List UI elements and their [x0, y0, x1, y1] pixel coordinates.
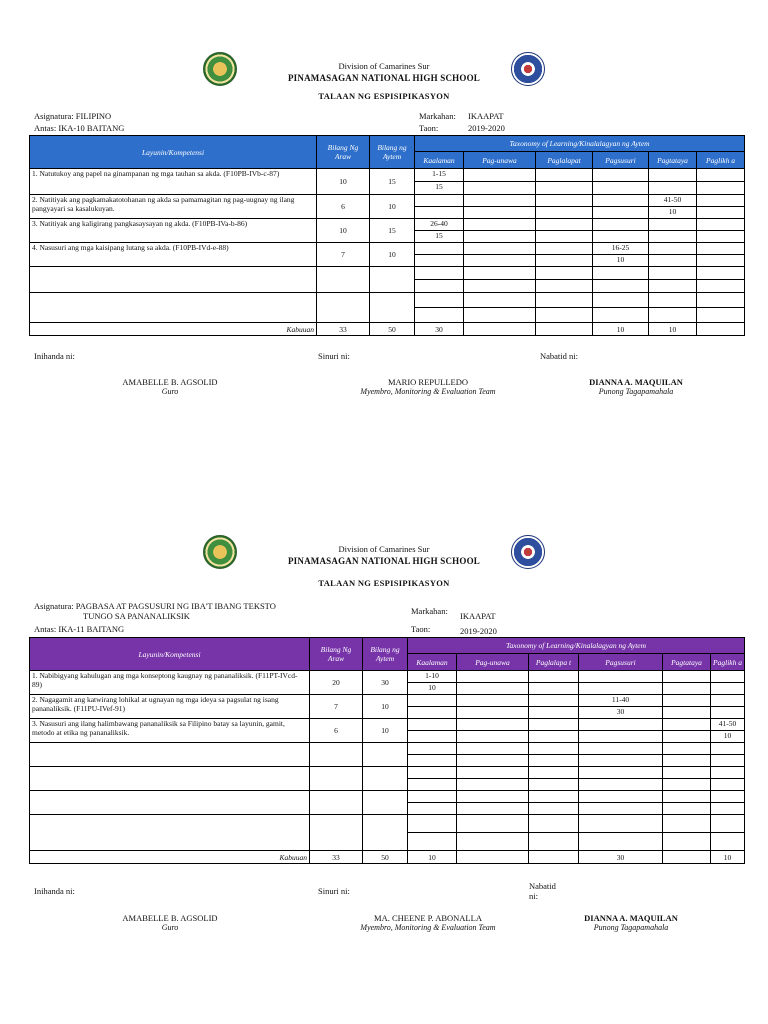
item-range-cell — [593, 169, 649, 182]
item-count-cell — [457, 683, 529, 695]
item-count-cell — [464, 231, 536, 243]
header-taxonomy: Taxonomy of Learning/Kinalalagyan ng Aytem — [415, 136, 745, 152]
item-count-cell — [663, 779, 711, 791]
total-cell — [697, 323, 745, 336]
item-count-cell — [711, 707, 745, 719]
item-range-cell — [408, 767, 457, 779]
antas-label: Antas: IKA-10 BAITANG — [34, 123, 125, 133]
item-count-cell — [663, 833, 711, 851]
item-count-cell — [711, 779, 745, 791]
total-cell: 33 — [310, 851, 363, 864]
division-label: Division of Camarines Sur — [338, 544, 430, 554]
signatory-teacher — [100, 913, 240, 932]
item-count-cell — [408, 755, 457, 767]
markahan-label: Markahan: — [411, 606, 448, 616]
item-range-cell — [663, 791, 711, 803]
item-range-cell — [464, 293, 536, 308]
nabatid-label: Nabatid ni: — [529, 881, 556, 901]
item-count-cell — [697, 255, 745, 267]
item-range-cell — [529, 767, 579, 779]
item-count-cell — [464, 280, 536, 293]
competency-cell: 1. Natutukoy ang papel na ginampanan ng mga tauhan sa akda. (F10PB-IVb-c-87) — [30, 169, 317, 195]
item-range-cell — [536, 293, 593, 308]
item-count-cell — [593, 231, 649, 243]
item-count-cell — [593, 280, 649, 293]
total-cell: 30 — [415, 323, 464, 336]
item-range-cell — [593, 293, 649, 308]
item-count-cell — [536, 255, 593, 267]
item-range-cell — [529, 695, 579, 707]
signatory-name: AMABELLE B. AGSOLID — [122, 377, 218, 387]
item-count-cell — [579, 803, 663, 815]
item-count-cell: 10 — [649, 207, 697, 219]
item-range-cell — [457, 743, 529, 755]
item-count-cell — [457, 803, 529, 815]
items-cell — [363, 815, 408, 851]
item-count-cell — [529, 731, 579, 743]
item-range-cell — [697, 219, 745, 231]
item-count-cell — [593, 182, 649, 195]
header-layunin: Layunin/Kompetensi — [30, 136, 317, 169]
item-range-cell — [415, 243, 464, 255]
item-range-cell — [711, 743, 745, 755]
items-cell — [363, 767, 408, 791]
item-count-cell — [536, 280, 593, 293]
total-cell: 10 — [593, 323, 649, 336]
signatory-role: Guro — [161, 387, 179, 396]
item-range-cell — [579, 767, 663, 779]
header-pagsusuri: Pagsusuri — [579, 654, 663, 671]
item-range-cell — [408, 719, 457, 731]
asignatura-label: Asignatura: FILIPINO — [34, 111, 112, 121]
item-count-cell — [697, 182, 745, 195]
item-count-cell — [415, 280, 464, 293]
item-count-cell — [593, 308, 649, 323]
item-range-cell — [529, 719, 579, 731]
total-cell: 50 — [363, 851, 408, 864]
item-range-cell — [536, 195, 593, 207]
header-pagtataya: Pagtataya — [663, 654, 711, 671]
item-range-cell — [711, 767, 745, 779]
items-cell: 10 — [370, 195, 415, 219]
table-row — [30, 243, 745, 255]
item-count-cell — [415, 207, 464, 219]
item-count-cell — [649, 308, 697, 323]
item-count-cell — [649, 280, 697, 293]
item-range-cell — [649, 219, 697, 231]
signatory-principal — [561, 913, 701, 932]
item-range-cell — [663, 743, 711, 755]
header-pag-unawa: Pag-unawa — [457, 654, 529, 671]
item-range-cell — [663, 671, 711, 683]
item-count-cell — [408, 731, 457, 743]
item-count-cell — [663, 755, 711, 767]
item-count-cell — [649, 255, 697, 267]
header-aytem: Bilang ng Aytem — [363, 638, 408, 671]
signatory-role: Punong Tagapamahala — [598, 387, 674, 396]
item-range-cell — [663, 815, 711, 833]
header-paglikha: Paglikh a — [711, 654, 745, 671]
markahan-value: IKAAPAT — [468, 111, 504, 121]
days-cell: 10 — [317, 219, 370, 243]
signatory-name: MARIO REPULLEDO — [387, 377, 469, 387]
table-row — [30, 671, 745, 683]
item-count-cell: 15 — [415, 182, 464, 195]
item-count-cell: 10 — [408, 683, 457, 695]
item-count-cell — [697, 231, 745, 243]
header-paglalapat: Paglalapa t — [529, 654, 579, 671]
item-range-cell — [697, 195, 745, 207]
competency-cell — [30, 767, 310, 791]
taon-value: 2019-2020 — [460, 626, 497, 636]
item-range-cell — [649, 169, 697, 182]
competency-cell: 1. Nabibigyang kahulugan ang mga konseptong kaugnay ng pananaliksik. (F11PT-IVcd-89) — [30, 671, 310, 695]
item-range-cell — [649, 267, 697, 280]
item-count-cell — [663, 803, 711, 815]
days-cell: 7 — [317, 243, 370, 267]
asignatura-label: Asignatura: PAGBASA AT PAGSUSURI NG IBA'T IBANG TEKSTO — [34, 601, 276, 611]
school-name: PINAMASAGAN NATIONAL HIGH SCHOOL — [287, 556, 480, 566]
item-range-cell — [536, 267, 593, 280]
table-row — [30, 293, 745, 308]
item-count-cell — [457, 755, 529, 767]
item-range-cell — [579, 671, 663, 683]
item-count-cell — [457, 779, 529, 791]
item-count-cell — [593, 207, 649, 219]
total-cell: 10 — [711, 851, 745, 864]
table-row — [30, 743, 745, 755]
item-range-cell — [593, 267, 649, 280]
item-count-cell: 10 — [593, 255, 649, 267]
inihanda-label: Inihanda ni: — [34, 351, 75, 361]
item-range-cell — [593, 195, 649, 207]
table-row — [30, 815, 745, 833]
item-range-cell: 41-50 — [649, 195, 697, 207]
total-cell — [663, 851, 711, 864]
item-count-cell — [579, 731, 663, 743]
item-range-cell: 11-40 — [579, 695, 663, 707]
table-row — [30, 169, 745, 182]
item-range-cell — [649, 243, 697, 255]
items-cell — [370, 293, 415, 323]
item-range-cell — [529, 791, 579, 803]
item-count-cell — [408, 833, 457, 851]
days-cell — [310, 743, 363, 767]
item-range-cell — [408, 815, 457, 833]
item-range-cell — [457, 719, 529, 731]
item-range-cell: 26-40 — [415, 219, 464, 231]
markahan-label: Markahan: — [419, 111, 456, 121]
item-range-cell — [711, 695, 745, 707]
item-count-cell — [711, 833, 745, 851]
item-count-cell — [579, 683, 663, 695]
item-count-cell — [529, 707, 579, 719]
item-range-cell — [663, 719, 711, 731]
header-taxonomy: Taxonomy of Learning/Kinalalagyan ng Aytem — [408, 638, 745, 654]
item-range-cell — [408, 695, 457, 707]
days-cell — [310, 767, 363, 791]
table-row — [30, 695, 745, 707]
items-cell — [370, 267, 415, 293]
competency-cell — [30, 267, 317, 293]
item-count-cell — [529, 803, 579, 815]
item-range-cell — [697, 169, 745, 182]
item-range-cell — [457, 815, 529, 833]
item-range-cell — [464, 169, 536, 182]
markahan-value: IKAAPAT — [460, 611, 496, 621]
item-range-cell — [464, 219, 536, 231]
signatory-principal — [566, 377, 706, 396]
item-range-cell — [697, 267, 745, 280]
signatory-name: MA. CHEENE P. ABONALLA — [374, 913, 482, 923]
item-range-cell — [464, 243, 536, 255]
taon-label: Taon: — [411, 624, 431, 634]
days-cell: 20 — [310, 671, 363, 695]
item-range-cell — [711, 791, 745, 803]
item-count-cell — [536, 182, 593, 195]
competency-cell — [30, 743, 310, 767]
header-kaalaman: Kaalaman — [408, 654, 457, 671]
item-range-cell: 1-10 — [408, 671, 457, 683]
competency-cell — [30, 791, 310, 815]
item-count-cell — [464, 182, 536, 195]
signatory-name: DIANNA A. MAQUILAN — [584, 913, 678, 923]
header-kaalaman: Kaalaman — [415, 152, 464, 169]
item-range-cell — [529, 671, 579, 683]
specification-table-1 — [29, 135, 745, 336]
item-count-cell — [697, 280, 745, 293]
total-cell: 50 — [370, 323, 415, 336]
item-range-cell — [415, 267, 464, 280]
item-range-cell — [711, 671, 745, 683]
item-range-cell: 1-15 — [415, 169, 464, 182]
total-cell: 33 — [317, 323, 370, 336]
item-count-cell — [529, 755, 579, 767]
competency-cell: 4. Nasusuri ang mga kaisipang lutang sa akda. (F10PB-IVd-e-88) — [30, 243, 317, 267]
item-range-cell — [529, 815, 579, 833]
header-araw: Bilang Ng Araw — [317, 136, 370, 169]
signatory-reviewer — [318, 377, 538, 396]
item-range-cell — [464, 195, 536, 207]
item-range-cell — [457, 791, 529, 803]
item-count-cell — [408, 803, 457, 815]
table-row — [30, 219, 745, 231]
item-count-cell — [408, 707, 457, 719]
signatory-name: AMABELLE B. AGSOLID — [122, 913, 218, 923]
item-range-cell — [536, 169, 593, 182]
table-row — [30, 195, 745, 207]
item-count-cell — [711, 683, 745, 695]
division-label: Division of Camarines Sur — [338, 61, 430, 71]
item-range-cell — [415, 195, 464, 207]
item-count-cell — [457, 707, 529, 719]
item-range-cell — [457, 767, 529, 779]
items-cell: 15 — [370, 219, 415, 243]
item-count-cell: 30 — [579, 707, 663, 719]
signatory-role: Myembro, Monitoring & Evaluation Team — [360, 923, 496, 932]
days-cell — [310, 815, 363, 851]
item-count-cell — [649, 182, 697, 195]
total-cell — [457, 851, 529, 864]
item-count-cell — [464, 207, 536, 219]
days-cell: 6 — [317, 195, 370, 219]
signatory-role: Guro — [161, 923, 179, 932]
specification-table-2 — [29, 637, 745, 864]
table-row — [30, 267, 745, 280]
item-range-cell — [579, 791, 663, 803]
days-cell: 6 — [310, 719, 363, 743]
item-range-cell: 16-25 — [593, 243, 649, 255]
item-range-cell — [697, 293, 745, 308]
item-count-cell — [697, 308, 745, 323]
items-cell: 10 — [363, 695, 408, 719]
item-range-cell — [529, 743, 579, 755]
document-title: TALAAN NG ESPISIPIKASYON — [318, 578, 450, 588]
header-pag-unawa: Pag-unawa — [464, 152, 536, 169]
item-range-cell — [711, 815, 745, 833]
item-range-cell — [536, 219, 593, 231]
items-cell: 10 — [363, 719, 408, 743]
item-range-cell — [536, 243, 593, 255]
item-range-cell — [408, 743, 457, 755]
item-count-cell — [408, 779, 457, 791]
days-cell — [310, 791, 363, 815]
sinuri-label: Sinuri ni: — [318, 886, 350, 896]
item-count-cell — [579, 833, 663, 851]
days-cell — [317, 293, 370, 323]
item-count-cell — [579, 755, 663, 767]
items-cell: 15 — [370, 169, 415, 195]
antas-label: Antas: IKA-11 BAITANG — [34, 624, 125, 634]
days-cell — [317, 267, 370, 293]
competency-cell — [30, 293, 317, 323]
item-range-cell — [457, 671, 529, 683]
item-count-cell — [536, 231, 593, 243]
taon-label: Taon: — [419, 123, 439, 133]
table-row — [30, 719, 745, 731]
total-cell — [536, 323, 593, 336]
item-count-cell — [649, 231, 697, 243]
table-row — [30, 791, 745, 803]
competency-cell: 2. Nagagamit ang katwirang lohikal at ugnayan ng mga ideya sa pagsulat ng isang pananaliksik. (F11PU-IVef-91) — [30, 695, 310, 719]
header-layunin: Layunin/Kompetensi — [30, 638, 310, 671]
item-count-cell — [711, 803, 745, 815]
items-cell — [363, 791, 408, 815]
total-cell: 10 — [408, 851, 457, 864]
total-label: Kabuuan — [30, 323, 317, 336]
items-cell: 10 — [370, 243, 415, 267]
item-count-cell — [464, 308, 536, 323]
item-range-cell — [663, 767, 711, 779]
competency-cell: 3. Nasusuri ang ilang halimbawang pananaliksik sa Filipino batay sa layunin, gamit, metodo at etika ng pananaliksik. — [30, 719, 310, 743]
item-count-cell — [457, 833, 529, 851]
days-cell: 10 — [317, 169, 370, 195]
item-count-cell — [529, 779, 579, 791]
item-range-cell: 41-50 — [711, 719, 745, 731]
competency-cell — [30, 815, 310, 851]
item-range-cell — [415, 293, 464, 308]
header-aytem: Bilang ng Aytem — [370, 136, 415, 169]
asignatura-label-cont: TUNGO SA PANANALIKSIK — [83, 611, 190, 621]
header-paglikha: Paglikh a — [697, 152, 745, 169]
header-pagsusuri: Pagsusuri — [593, 152, 649, 169]
signatory-teacher — [100, 377, 240, 396]
item-count-cell: 15 — [415, 231, 464, 243]
item-count-cell: 10 — [711, 731, 745, 743]
nabatid-label: Nabatid ni: — [540, 351, 579, 361]
signatory-role: Punong Tagapamahala — [593, 923, 669, 932]
total-row — [30, 323, 745, 336]
item-range-cell — [579, 719, 663, 731]
document-title: TALAAN NG ESPISIPIKASYON — [318, 91, 450, 101]
total-row — [30, 851, 745, 864]
item-range-cell — [649, 293, 697, 308]
item-count-cell — [457, 731, 529, 743]
item-count-cell — [415, 255, 464, 267]
item-range-cell — [464, 267, 536, 280]
item-range-cell — [579, 743, 663, 755]
total-cell — [464, 323, 536, 336]
item-count-cell — [415, 308, 464, 323]
taon-value: 2019-2020 — [468, 123, 505, 133]
item-count-cell — [711, 755, 745, 767]
signatory-name: DIANNA A. MAQUILAN — [589, 377, 683, 387]
item-count-cell — [536, 308, 593, 323]
total-cell — [529, 851, 579, 864]
item-range-cell — [579, 815, 663, 833]
item-count-cell — [697, 207, 745, 219]
competency-cell: 2. Natitiyak ang pagkamakatotohanan ng akda sa pamamagitan ng pag-uugnay ng ilang pangyayari sa kasalukuyan. — [30, 195, 317, 219]
items-cell — [363, 743, 408, 767]
table-row — [30, 767, 745, 779]
signatory-reviewer — [318, 913, 538, 932]
item-count-cell — [663, 683, 711, 695]
item-count-cell — [529, 833, 579, 851]
school-name: PINAMASAGAN NATIONAL HIGH SCHOOL — [287, 73, 480, 83]
inihanda-label: Inihanda ni: — [34, 886, 75, 896]
item-range-cell — [663, 695, 711, 707]
item-range-cell — [697, 243, 745, 255]
total-label: Kabuuan — [30, 851, 310, 864]
item-range-cell — [593, 219, 649, 231]
days-cell: 7 — [310, 695, 363, 719]
item-count-cell — [663, 707, 711, 719]
header-pagtataya: Pagtataya — [649, 152, 697, 169]
total-cell: 30 — [579, 851, 663, 864]
total-cell: 10 — [649, 323, 697, 336]
item-count-cell — [579, 779, 663, 791]
header-araw: Bilang Ng Araw — [310, 638, 363, 671]
signatory-role: Myembro, Monitoring & Evaluation Team — [360, 387, 496, 396]
item-count-cell — [663, 731, 711, 743]
item-count-cell — [536, 207, 593, 219]
item-range-cell — [457, 695, 529, 707]
items-cell: 30 — [363, 671, 408, 695]
sinuri-label: Sinuri ni: — [318, 351, 350, 361]
item-count-cell — [529, 683, 579, 695]
item-count-cell — [464, 255, 536, 267]
header-paglalapat: Paglalapat — [536, 152, 593, 169]
item-range-cell — [408, 791, 457, 803]
competency-cell: 3. Natitiyak ang kaligirang pangkasaysayan ng akda. (F10PB-IVa-b-86) — [30, 219, 317, 243]
